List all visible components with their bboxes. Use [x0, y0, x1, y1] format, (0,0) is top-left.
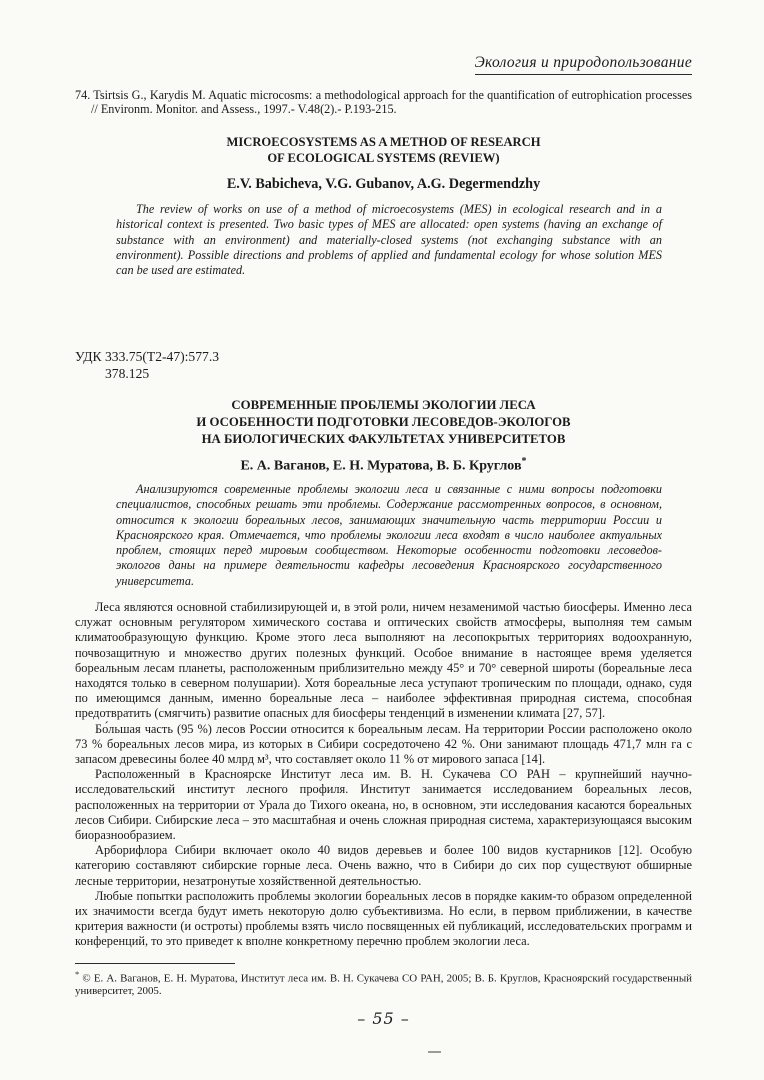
english-title-line-2: OF ECOLOGICAL SYSTEMS (REVIEW): [267, 151, 500, 165]
footnote-body: © Е. А. Ваганов, Е. Н. Муратова, Институт леса им. В. Н. Сукачева СО РАН, 2005; В. Б. Круглов, Красноярский государственный университет, 2005.: [75, 972, 692, 998]
udk-block: [75, 348, 692, 382]
english-abstract: [116, 202, 662, 278]
article-body: [75, 600, 692, 950]
scan-artifact-dash: [428, 1051, 441, 1053]
footnote-block: [75, 963, 692, 999]
russian-title-line-1: СОВРЕМЕННЫЕ ПРОБЛЕМЫ ЭКОЛОГИИ ЛЕСА: [231, 398, 536, 413]
running-head-row: [75, 54, 692, 75]
english-article-title: [75, 134, 692, 166]
russian-title-line-3: НА БИОЛОГИЧЕСКИХ ФАКУЛЬТЕТАХ УНИВЕРСИТЕТОВ: [201, 431, 566, 446]
footnote-text: [75, 968, 692, 999]
english-article-authors: E.V. Babicheva, V.G. Gubanov, A.G. Degermendzhy: [226, 176, 541, 192]
russian-abstract: [116, 482, 662, 589]
russian-abstract-text: Анализируются современные проблемы экологии леса и связанные с ними вопросы подготовки специалистов, способных решать эти проблемы. Содержание рассмотренных вопросов, в основном, относится к экологии бореальных лесов, занимающих значительную часть территории России и Красноярского края. Отмечается, что проблемы экологии леса входят в число наиболее актуальных проблем, стоящих перед мировым сообществом. Некоторые особенности подготовки лесоведов-экологов даны на примере деятельности кафедры лесоведения Красноярского государственного университета.: [116, 481, 662, 588]
page-number: – 55 –: [357, 1009, 410, 1029]
footnote-divider: [75, 963, 235, 964]
udk-line-1: УДК 333.75(Т2-47):577.3: [75, 349, 220, 365]
udk-line-2: 378.125: [105, 366, 150, 382]
running-head: Экология и природопользование: [475, 54, 692, 75]
body-paragraph-4: Арборифлора Сибири включает около 40 видов деревьев и более 100 видов кустарников [12]. Особую категорию составляют сибирские горные леса. Очень важно, что в Сибири до сих пор существуют обширные лесные территории, незатронутые хозяйственной деятельностью.: [75, 843, 692, 888]
body-paragraph-1: Леса являются основной стабилизирующей и, в этой роли, ничем незаменимой частью биосферы. Именно леса служат основным регулятором химического состава и оптических свойств атмосферы, выполняя тем самым климатообразующую функцию. Кроме этого леса выполняют на лесопокрытых территориях водоохранную, почвозащитную и множество других полезных функций. Особое внимание в настоящее время уделяется бореальным лесам планеты, расположенным приблизительно между 45° и 70° северной широты (бореальные леса находятся только в северном полушарии). Хотя бореальные леса уступают тропическим по площади, однако, судя по имеющимся данным, именно бореальные леса – наиболее эффективная природная система, способная предотвратить (смягчить) развитие опасных для биосферы тенденций в изменении климата [27, 57].: [75, 600, 692, 721]
russian-authors-names: Е. А. Ваганов, Е. Н. Муратова, В. Б. Круглов: [240, 458, 522, 474]
body-paragraph-2: Бо́льшая часть (95 %) лесов России относится к бореальным лесам. На территории России расположено около 73 % бореальных лесов мира, из которых в Сибири сосредоточено 42 %. Они занимают площадь 471,7 млн га с запасом древесины более 40 млрд м³, что составляет около 11 % от мирового запаса [14].: [75, 721, 692, 767]
russian-article-title: [75, 397, 692, 447]
footnote-mark: *: [75, 968, 80, 979]
body-paragraph-3: Расположенный в Красноярске Институт леса им. В. Н. Сукачева СО РАН – крупнейший научно-исследовательский институт лесного профиля. Институт занимается исследованием бореальных лесов, расположенных на территории от Урала до Тихого океана, но, в основном, эти исследования касаются бореальных лесов Сибири. Сибирские леса – это масштабная и очень сложная природная система, характеризующаяся высоким биоразнообразием.: [75, 767, 692, 843]
body-paragraph-5: Любые попытки расположить проблемы экологии бореальных лесов в порядке каким-то образом определенной их значимости всегда будут иметь некоторую долю субъективизма. Но если, в первом приближении, в качестве критерия важности (и остроты) проблемы взять число посвященных ей публикаций, исследовательских программ и конференций, то это приведет к вполне конкретному перечню проблем экологии леса.: [75, 888, 692, 949]
english-title-line-1: MICROECOSYSTEMS AS A METHOD OF RESEARCH: [226, 135, 541, 149]
authors-footnote-mark: *: [521, 456, 527, 468]
english-abstract-text: The review of works on use of a method of microecosystems (MES) in ecological research and in a historical context is presented. Two basic types of MES are allocated: open systems (having an exchange of substance with an environment) and materially-closed systems (not exchanging substance with an environment). Possible directions and problems of applied and fundamental ecology for whose solution MES can be used are estimated.: [116, 202, 662, 278]
russian-title-line-2: И ОСОБЕННОСТИ ПОДГОТОВКИ ЛЕСОВЕДОВ-ЭКОЛОГОВ: [196, 415, 571, 430]
reference-entry: 74. Tsirtsis G., Karydis M. Aquatic microcosms: a methodological approach for the quantification of eutrophication processes // Environm. Monitor. and Assess., 1997.- V.48(2).- P.193-215.: [75, 88, 692, 116]
russian-article-authors: [75, 456, 692, 475]
